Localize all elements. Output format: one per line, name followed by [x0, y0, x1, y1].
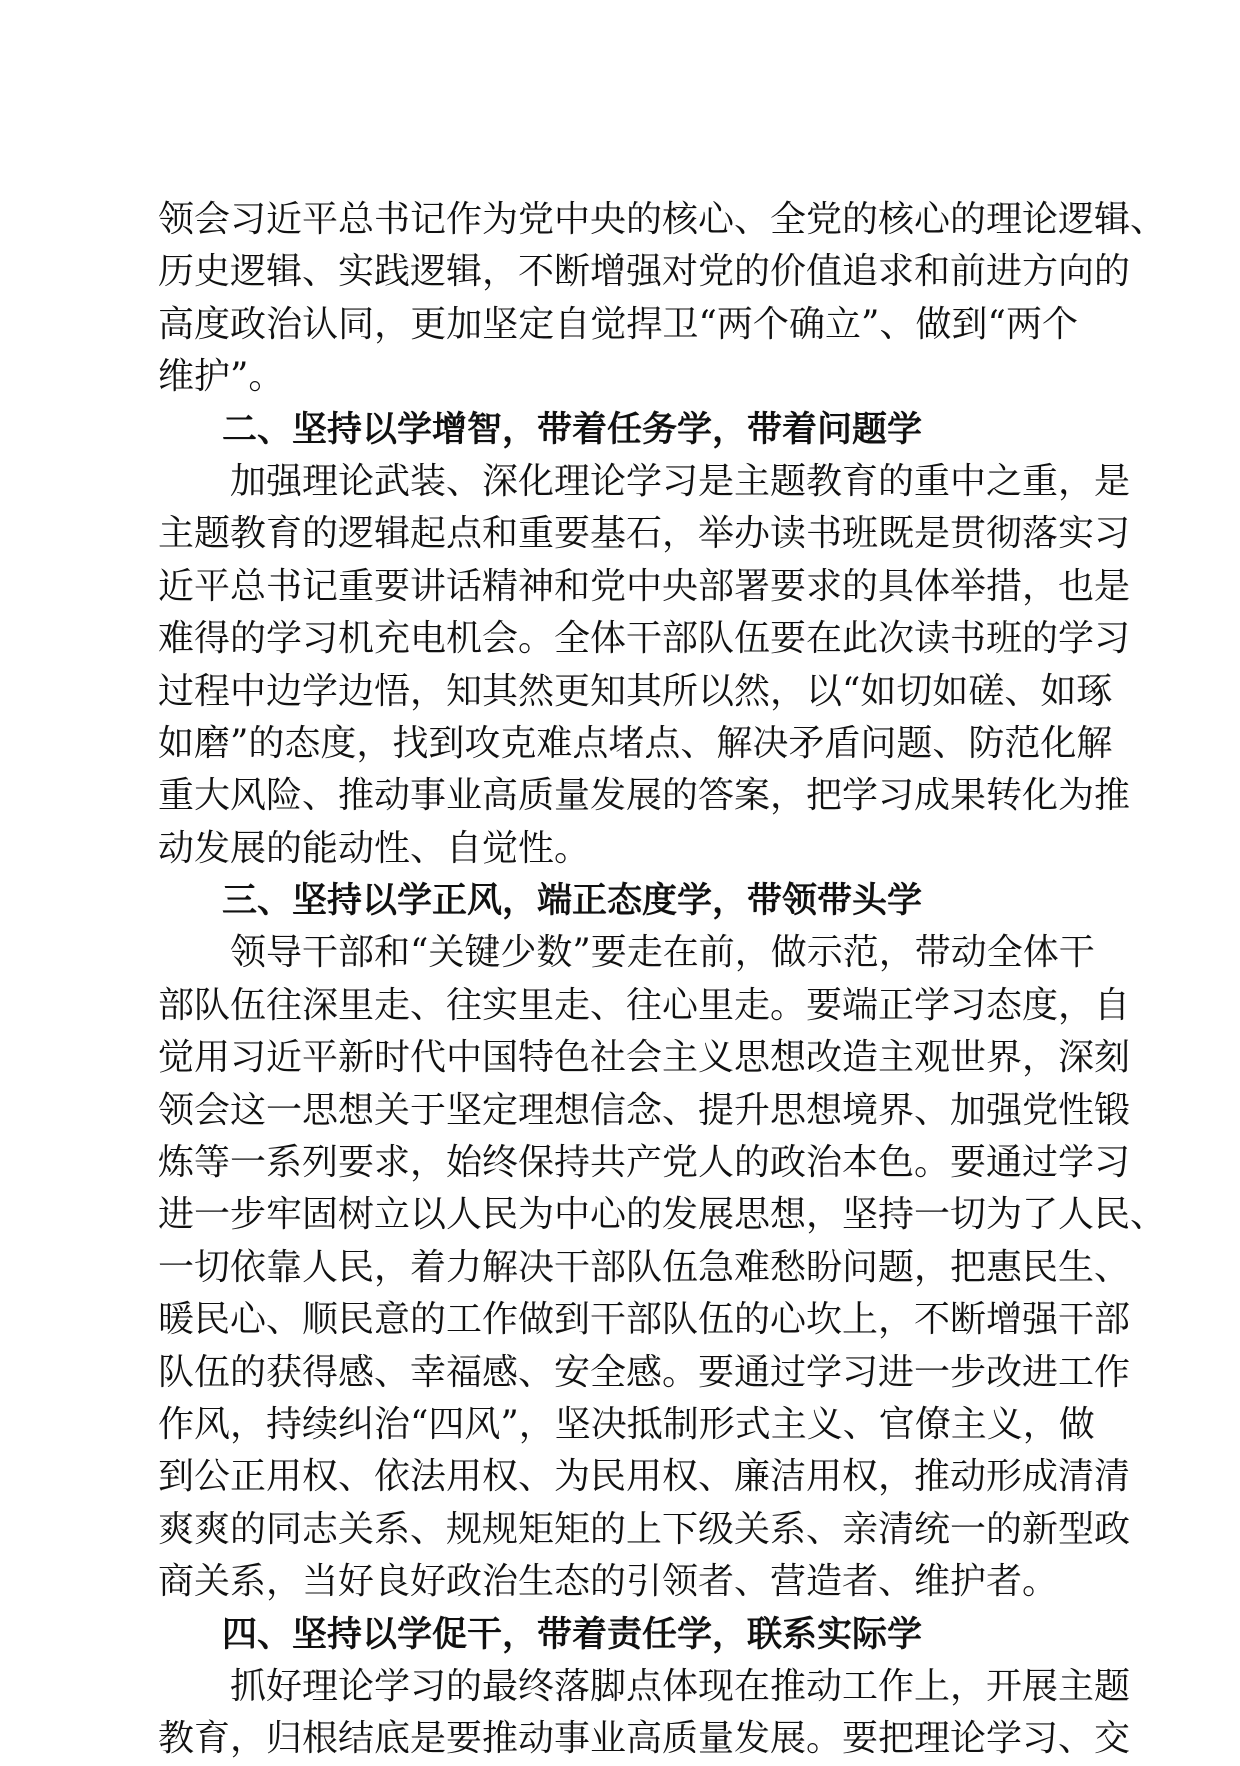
text-line: 部队伍往深里走、往实里走、往心里走。要端正学习态度，自	[158, 984, 1131, 1026]
text-line: 教育，归根结底是要推动事业高质量发展。要把理论学习、交	[158, 1718, 1131, 1760]
text-line: 炼等一系列要求，始终保持共产党人的政治本色。要通过学习	[158, 1142, 1131, 1184]
text-line: 主题教育的逻辑起点和重要基石，举办读书班既是贯彻落实习	[158, 513, 1131, 555]
text-line: 重大风险、推动事业高质量发展的答案，把学习成果转化为推	[158, 775, 1131, 817]
text-line: 队伍的获得感、幸福感、安全感。要通过学习进一步改进工作	[158, 1351, 1131, 1393]
text-line: 领会习近平总书记作为党中央的核心、全党的核心的理论逻辑、	[158, 199, 1167, 240]
text-line: 作风，持续纠治“四风”，坚决抵制形式主义、官僚主义，做	[158, 1403, 1095, 1445]
text-line: 维护”。	[158, 356, 285, 398]
paragraph	[158, 456, 1131, 875]
text-line: 到公正用权、依法用权、为民用权、廉洁用权，推动形成清清	[158, 1456, 1131, 1498]
text-line: 领导干部和“关键少数”要走在前，做示范，带动全体干	[230, 932, 1095, 974]
document-body	[158, 194, 1167, 1766]
text-line: 近平总书记重要讲话精神和党中央部署要求的具体举措，也是	[158, 565, 1131, 607]
text-line: 一切依靠人民，着力解决干部队伍急难愁盼问题，把惠民生、	[158, 1246, 1131, 1288]
section-heading: 三、坚持以学正风，端正态度学，带领带头学	[222, 881, 923, 922]
text-line: 暖民心、顺民意的工作做到干部队伍的心坎上，不断增强干部	[158, 1299, 1131, 1341]
section-heading: 二、坚持以学增智，带着任务学，带着问题学	[222, 409, 923, 450]
text-line: 高度政治认同，更加坚定自觉捍卫“两个确立”、做到“两个	[158, 303, 1078, 345]
text-line: 历史逻辑、实践逻辑，不断增强对党的价值追求和前进方向的	[158, 251, 1131, 293]
paragraph	[158, 927, 1167, 1608]
text-line: 过程中边学边悟，知其然更知其所以然，以“如切如磋、如琢	[158, 670, 1113, 712]
text-line: 加强理论武装、深化理论学习是主题教育的重中之重，是	[230, 460, 1131, 502]
text-line: 领会这一思想关于坚定理想信念、提升思想境界、加强党性锻	[158, 1089, 1131, 1131]
text-line: 动发展的能动性、自觉性。	[158, 827, 591, 869]
text-line: 难得的学习机充电机会。全体干部队伍要在此次读书班的学习	[158, 618, 1131, 660]
text-line: 爽爽的同志关系、规规矩矩的上下级关系、亲清统一的新型政	[158, 1508, 1131, 1550]
section-heading: 四、坚持以学促干，带着责任学，联系实际学	[222, 1614, 923, 1655]
text-line: 抓好理论学习的最终落脚点体现在推动工作上，开展主题	[230, 1665, 1131, 1707]
paragraph	[158, 1661, 1131, 1766]
text-line: 进一步牢固树立以人民为中心的发展思想，坚持一切为了人民、	[158, 1194, 1167, 1236]
text-line: 商关系，当好良好政治生态的引领者、营造者、维护者。	[158, 1561, 1059, 1603]
text-line: 如磨”的态度，找到攻克难点堵点、解决矛盾问题、防范化解	[158, 722, 1113, 764]
paragraph	[158, 194, 1167, 404]
text-line: 觉用习近平新时代中国特色社会主义思想改造主观世界，深刻	[158, 1037, 1131, 1079]
